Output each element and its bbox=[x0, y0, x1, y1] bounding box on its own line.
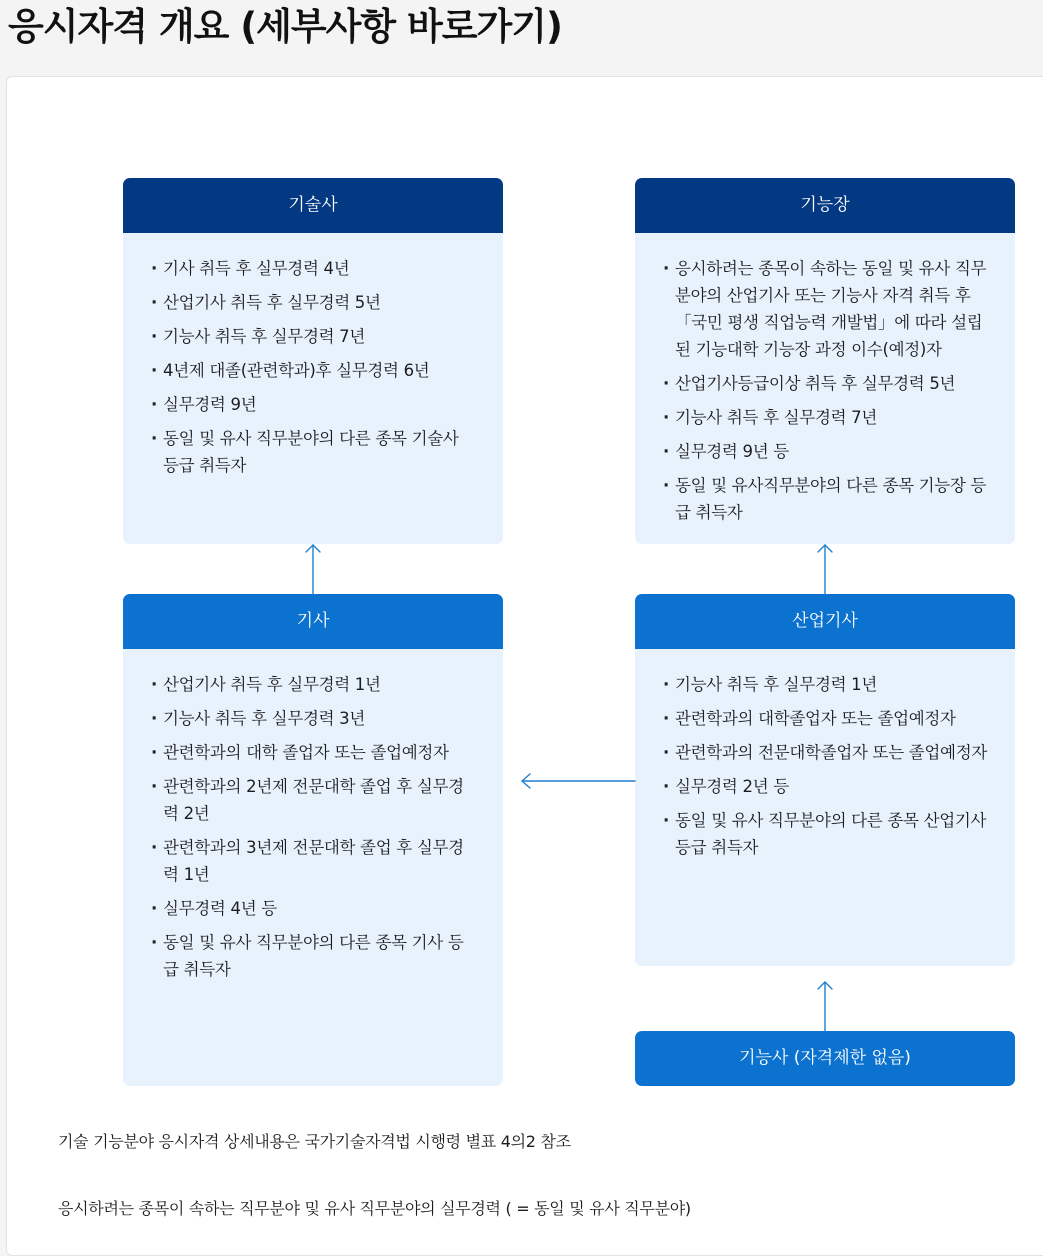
note-reference: 기술 기능분야 응시자격 상세내용은 국가기술자격법 시행령 별표 4의2 참조 bbox=[58, 1132, 571, 1151]
list-item: · 산업기사 취득 후 실무경력 5년 bbox=[151, 289, 477, 316]
list-item: · 동일 및 유사 직무분야의 다른 종목 기술사 등급 취득자 bbox=[151, 425, 477, 479]
list-item: · 산업기사등급이상 취득 후 실무경력 5년 bbox=[663, 370, 989, 397]
list-item: · 실무경력 9년 등 bbox=[663, 438, 989, 465]
list-item: · 실무경력 9년 bbox=[151, 391, 477, 418]
list-item: · 응시하려는 종목이 속하는 동일 및 유사 직무분야의 산업기사 또는 기능사 자격 취득 후 「국민 평생 직업능력 개발법」에 따라 설립된 기능대학 기능장 과정 이수(예정)자 bbox=[663, 255, 989, 363]
list-item: · 기능사 취득 후 실무경력 3년 bbox=[151, 705, 477, 732]
list-item: · 4년제 대졸(관련학과)후 실무경력 6년 bbox=[151, 357, 477, 384]
list-item: · 기능사 취득 후 실무경력 7년 bbox=[151, 323, 477, 350]
list-item: · 기능사 취득 후 실무경력 1년 bbox=[663, 671, 989, 698]
list-item: · 기능사 취득 후 실무경력 7년 bbox=[663, 404, 989, 431]
box-gineungsa: 기능사 (자격제한 없음) bbox=[635, 1031, 1015, 1086]
list-item: · 관련학과의 대학졸업자 또는 졸업예정자 bbox=[663, 705, 989, 732]
list-item: · 관련학과의 3년제 전문대학 졸업 후 실무경력 1년 bbox=[151, 834, 477, 888]
note-definition: 응시하려는 종목이 속하는 직무분야 및 유사 직무분야의 실무경력 ( = 동일 및 유사 직무분야) bbox=[58, 1199, 691, 1218]
list-item: · 실무경력 2년 등 bbox=[663, 773, 989, 800]
list-item: · 기사 취득 후 실무경력 4년 bbox=[151, 255, 477, 282]
box-gineungjang-header: 기능장 bbox=[635, 178, 1015, 233]
list-item: · 산업기사 취득 후 실무경력 1년 bbox=[151, 671, 477, 698]
list-item: · 관련학과의 대학 졸업자 또는 졸업예정자 bbox=[151, 739, 477, 766]
list-item: · 관련학과의 전문대학졸업자 또는 졸업예정자 bbox=[663, 739, 989, 766]
list-item: · 실무경력 4년 등 bbox=[151, 895, 477, 922]
arrow-up-gineungsa-to-saneopgisa bbox=[818, 982, 832, 1031]
box-saneopgisa-header: 산업기사 bbox=[635, 594, 1015, 649]
arrow-up-saneopgisa-to-gineungjang bbox=[818, 545, 832, 594]
arrow-left-saneopgisa-to-gisa bbox=[522, 774, 635, 788]
page-title: 응시자격 개요 (세부사항 바로가기) bbox=[8, 5, 562, 48]
list-item: · 동일 및 유사 직무분야의 다른 종목 산업기사 등급 취득자 bbox=[663, 807, 989, 861]
list-item: · 동일 및 유사직무분야의 다른 종목 기능장 등급 취득자 bbox=[663, 472, 989, 526]
list-item: · 관련학과의 2년제 전문대학 졸업 후 실무경력 2년 bbox=[151, 773, 477, 827]
box-gisa-header: 기사 bbox=[123, 594, 503, 649]
box-gisulsa-header: 기술사 bbox=[123, 178, 503, 233]
arrow-up-gisa-to-gisulsa bbox=[306, 545, 320, 594]
list-item: · 동일 및 유사 직무분야의 다른 종목 기사 등급 취득자 bbox=[151, 929, 477, 983]
